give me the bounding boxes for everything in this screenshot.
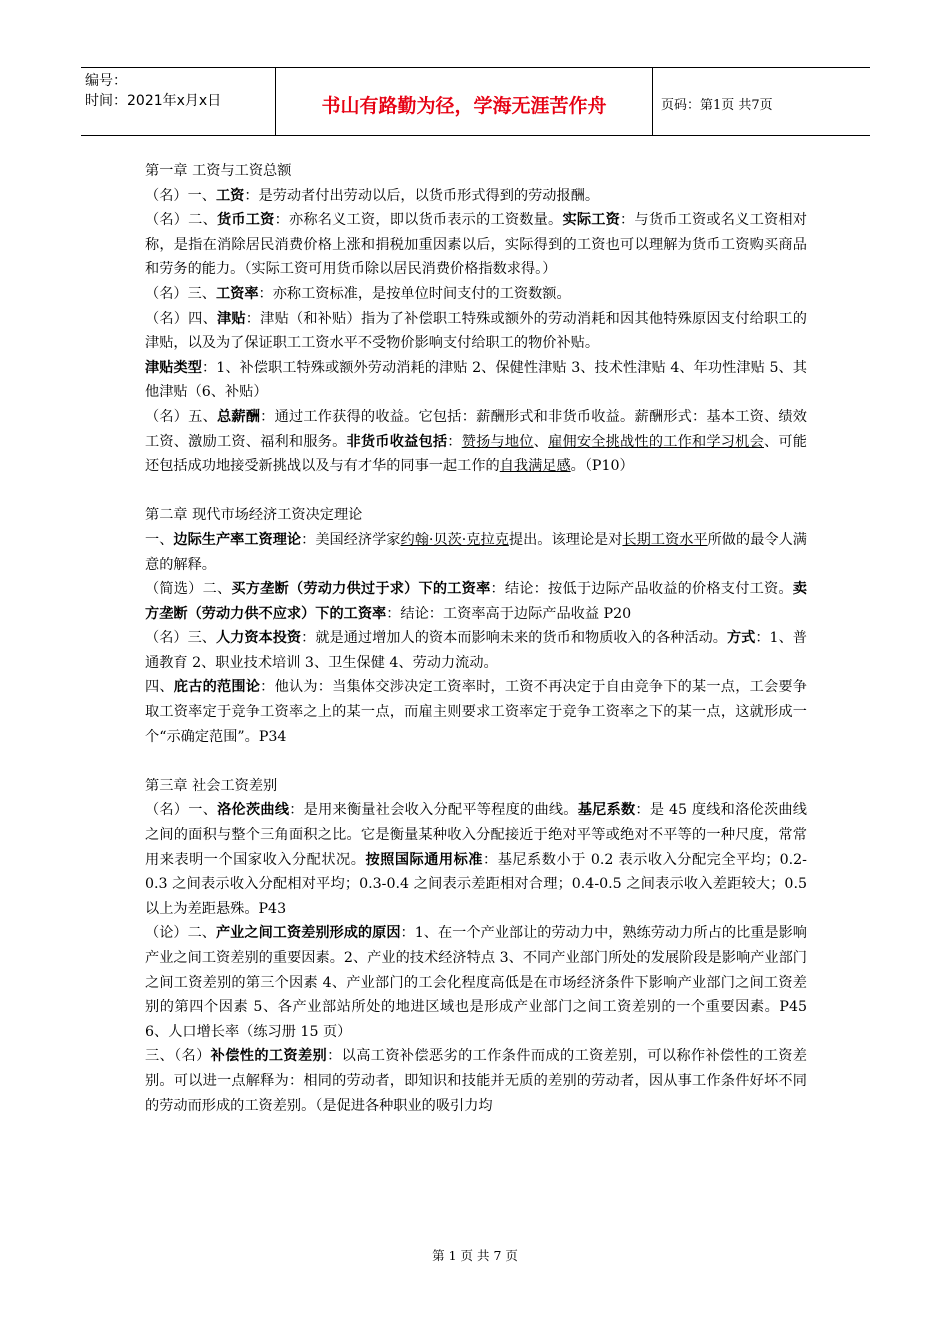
paragraph: 一、边际生产率工资理论：美国经济学家约翰·贝茨·克拉克提出。该理论是对长期工资水平所做的最令人满意的解释。 — [145, 531, 807, 573]
paragraph: （名）五、总薪酬：通过工作获得的收益。它包括：薪酬形式和非货币收益。薪酬形式：基本工资、绩效工资、激励工资、福利和服务。非货币收益包括：赞扬与地位、雇佣安全挑战性的工作和学习机会、可能还包括成功地接受新挑战以及与有才华的同事一起工作的自我满足感。（P10） — [145, 408, 807, 475]
chapter-2-title: 第二章 现代市场经济工资决定理论 — [145, 507, 363, 524]
paragraph: （名）三、人力资本投资：就是通过增加人的资本而影响未来的货币和物质收入的各种活动。方式：1、普通教育 2、职业技术培训 3、卫生保健 4、劳动力流动。 — [145, 630, 807, 671]
paragraph: （论）二、产业之间工资差别形成的原因：1、在一个产业部让的劳动力中，熟练劳动力所占的比重是影响产业之间工资差别的重要因素。2、产业的技术经济特点 3、不同产业部门所处的发展阶段是影响产业部门之间工资差别的第三个因素 4、产业部门的工会化程度高低是在市场经济条件下影响产业部门之间工资差别的第四个因素 5、各产业部站所处的地进区域也是形成产业部门之间工资差别的一个重要因素。P45 6、人口增长率（练习册 15 页） — [145, 925, 807, 1040]
chapter-1-title: 第一章 工资与工资总额 — [145, 163, 292, 179]
header-meta — [81, 68, 276, 135]
doc-number-label: 编号： — [85, 73, 127, 89]
doc-date: 时间：2021年x月x日 — [85, 93, 222, 109]
paragraph: （名）三、工资率：亦称工资标准，是按单位时间支付的工资数额。 — [145, 285, 571, 302]
chapter-3-title: 第三章 社会工资差别 — [145, 777, 278, 794]
paragraph: 三、（名）补偿性的工资差别：以高工资补偿恶劣的工作条件而成的工资差别，可以称作补偿性的工资差别。可以进一点解释为：相同的劳动者，即知识和技能并无质的差别的劳动者，因从事工作条件好坏不同的劳动而形成的工资差别。（是促进各种职业的吸引力均 — [145, 1048, 807, 1114]
paragraph: （简选）二、买方垄断（劳动力供过于求）下的工资率：结论：按低于边际产品收益的价格支付工资。卖方垄断（劳动力供不应求）下的工资率：结论：工资率高于边际产品收益 P20 — [145, 581, 807, 622]
page-header — [81, 67, 870, 136]
paragraph: （名）四、津贴：津贴（和补贴）指为了补偿职工特殊或额外的劳动消耗和因其他特殊原因支付给职工的津贴，以及为了保证职工工资水平不受物价影响支付给职工的物价补贴。 — [145, 310, 807, 352]
document-body — [145, 159, 807, 1118]
paragraph: （名）一、工资：是劳动者付出劳动以后，以货币形式得到的劳动报酬。 — [145, 187, 600, 204]
paragraph: （名）二、货币工资：亦称名义工资，即以货币表示的工资数量。实际工资：与货币工资或名义工资相对称，是指在消除居民消费价格上涨和捐税加重因素以后，实际得到的工资也可以理解为货币工资购买商品和劳务的能力。（实际工资可用货币除以居民消费价格指数求得。） — [145, 212, 807, 278]
page-footer: 第 1 页 共 7 页 — [432, 1248, 518, 1263]
paragraph: （名）一、洛伦茨曲线：是用来衡量社会收入分配平等程度的曲线。基尼系数：是 45 度线和洛伦茨曲线之间的面积与整个三角面积之比。它是衡量某种收入分配接近于绝对平等或绝对不平等的一种尺度，常常用来表明一个国家收入分配状况。按照国际通用标准：基尼系数小于 0.2 表示收入分配完全平均；0.2-0.3 之间表示收入分配相对平均；0.3-0.4 之间表示差距相对合理；0.4-0.5 之间表示收入差距较大；0.5 以上为差距悬殊。P43 — [145, 802, 807, 917]
header-page-info: 页码：第1页 共7页 — [661, 98, 773, 113]
paragraph: 四、庇古的范围论：他认为：当集体交涉决定工资率时，工资不再决定于自由竞争下的某一点，工会要争取工资率定于竞争工资率之上的某一点，而雇主则要求工资率定于竞争工资率之下的某一点，这就形成一个“示确定范围”。P34 — [145, 679, 807, 745]
paragraph: 津贴类型：1、补偿职工特殊或额外劳动消耗的津贴 2、保健性津贴 3、技术性津贴 4、年功性津贴 5、其他津贴（6、补贴） — [145, 359, 807, 401]
header-motto: 书山有路勤为径，学海无涯苦作舟 — [276, 68, 653, 135]
